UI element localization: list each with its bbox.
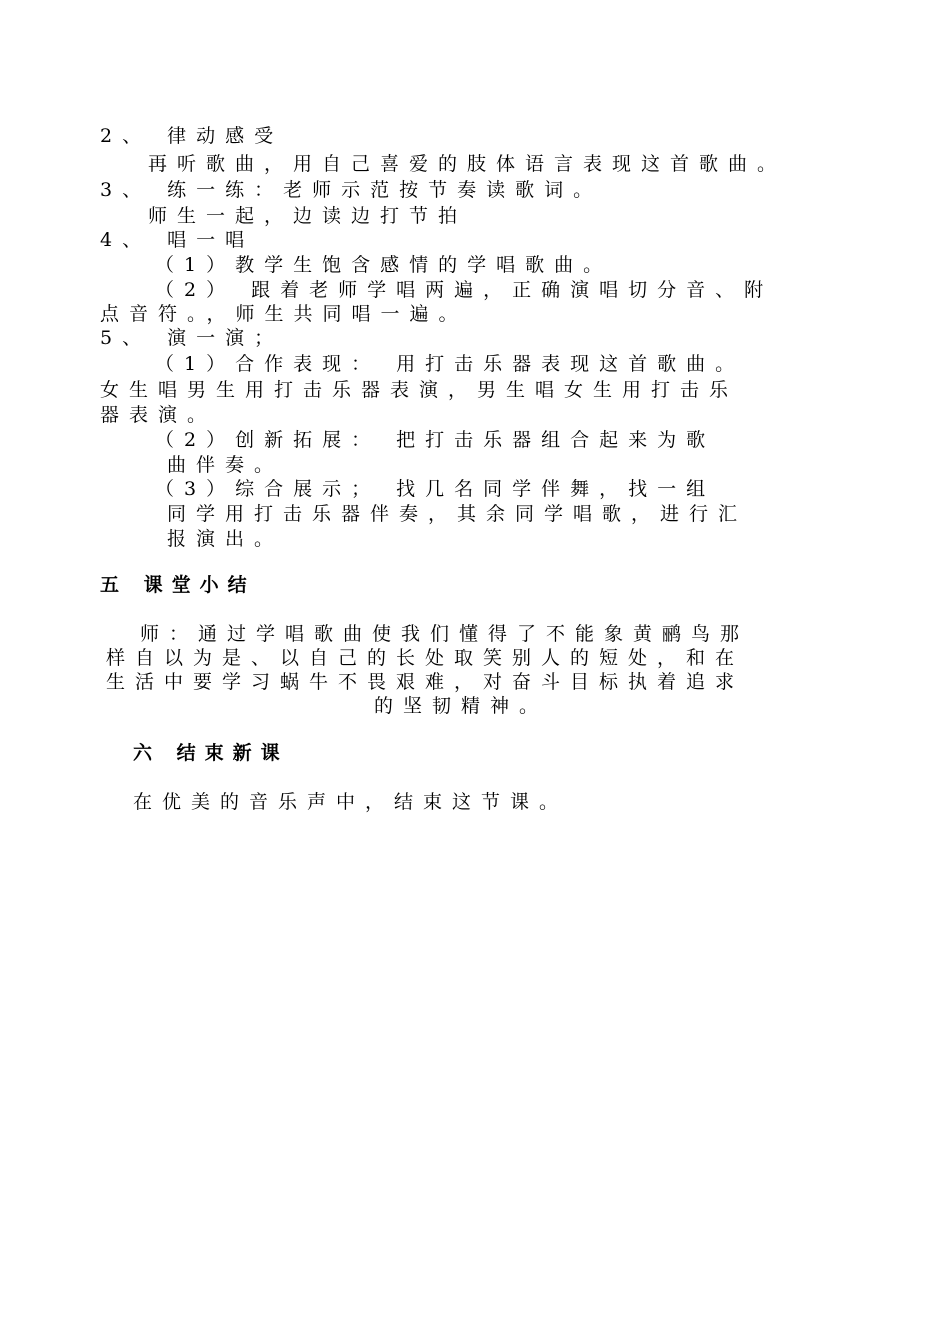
item-5-sub-1: （1）合作表现： 用打击乐器表现这首歌曲。 (155, 353, 745, 375)
closing-line: 在优美的音乐声中，结束这节课。 (133, 791, 569, 813)
item-3-text: 师生一起，边读边打节拍 (148, 205, 468, 227)
item-5-sub-3-cont: 同学用打击乐器伴奏，其余同学唱歌，进行汇 (167, 503, 748, 525)
item-5-sub-1-cont: 女生唱男生用打击乐器表演，男生唱女生用打击乐 (100, 379, 739, 401)
item-5-title: 5、 演一演； (100, 327, 284, 349)
item-5-sub-3-cont-2: 报演出。 (167, 528, 284, 550)
summary-line-3: 生活中要学习蜗牛不畏艰难，对奋斗目标执着追求 (106, 671, 745, 693)
item-3-title: 3、 练一练：老师示范按节奏读歌词。 (100, 179, 603, 201)
item-4-sub-2: （2） 跟着老师学唱两遍，正确演唱切分音、附 (155, 279, 774, 301)
item-5-sub-2-cont: 曲伴奏。 (167, 454, 284, 476)
item-5-sub-1-cont-2: 器表演。 (100, 404, 217, 426)
item-5-sub-2: （2）创新拓展： 把打击乐器组合起来为歌 (155, 429, 716, 451)
item-2-title: 2、 律动感受 (100, 125, 284, 147)
summary-line-2: 样自以为是、以自己的长处取笑别人的短处，和在 (106, 647, 745, 669)
summary-line-1: 师：通过学唱歌曲使我们懂得了不能象黄鹂鸟那 (140, 623, 750, 645)
summary-line-4: 的坚韧精神。 (374, 695, 549, 717)
section-6-heading: 六 结束新课 (133, 742, 289, 764)
section-5-heading: 五 课堂小结 (100, 574, 256, 596)
item-2-text: 再听歌曲，用自己喜爱的肢体语言表现这首歌曲。 (148, 153, 787, 175)
item-5-sub-3: （3）综合展示； 找几名同学伴舞，找一组 (155, 478, 716, 500)
item-4-title: 4、 唱一唱 (100, 229, 255, 251)
item-4-sub-2-cont: 点音符。，师生共同唱一遍。 (100, 303, 468, 325)
item-4-sub-1: （1）教学生饱含感情的学唱歌曲。 (155, 254, 613, 276)
